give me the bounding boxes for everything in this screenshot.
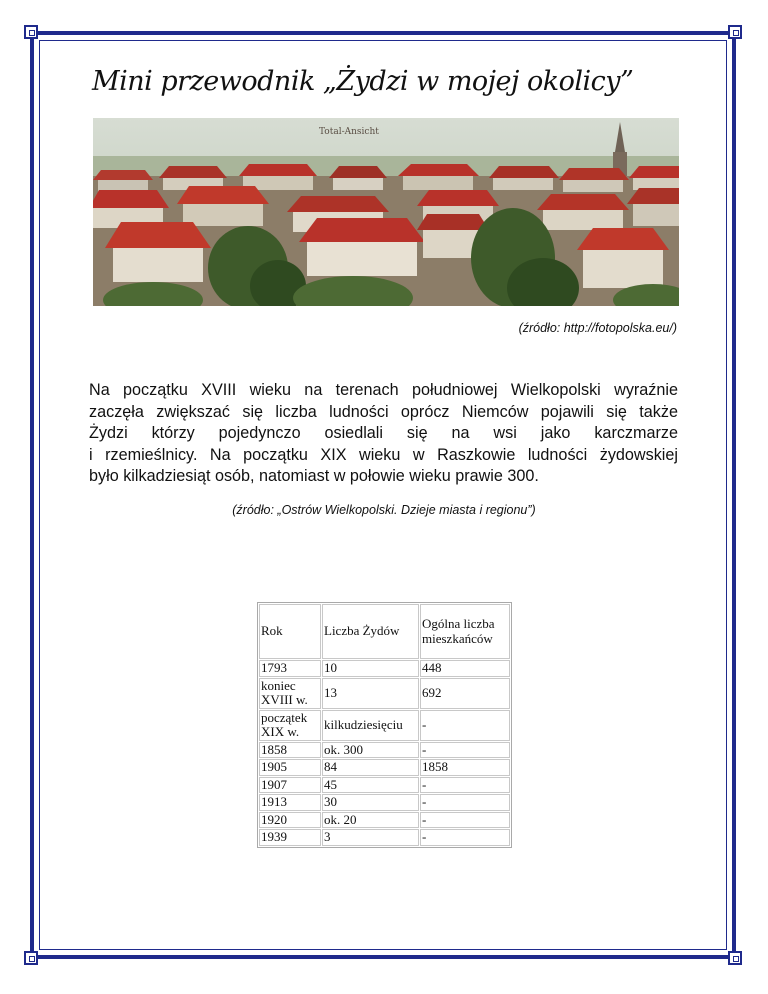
cell-year: początek XIX w. [259,710,321,741]
cell-population: - [420,742,510,759]
cell-population: - [420,829,510,846]
table-row [259,660,510,677]
paragraph-line: i rzemieślnicy. Na początku XIX wieku w Raszkowie ludności żydowskiej [89,445,678,464]
cell-year: 1793 [259,660,321,677]
text-source-credit: (źródło: „Ostrów Wielkopolski. Dzieje miasta i regionu”) [232,503,536,517]
intro-paragraph [89,380,678,488]
cell-year: 1920 [259,812,321,829]
table-header-row [259,604,510,659]
table-row [259,678,510,709]
page-title: Mini przewodnik „Żydzi w mojej okolicy” [92,66,634,97]
cell-jews: 45 [322,777,419,794]
cell-year: koniec XVIII w. [259,678,321,709]
photo-source-credit: (źródło: http://fotopolska.eu/) [518,321,677,335]
cell-population: 1858 [420,759,510,776]
cell-population: 448 [420,660,510,677]
paragraph-line: Żydzi którzy pojedynczo osiedlali się na wsi jako karczmarze [89,424,678,443]
cell-jews: ok. 20 [322,812,419,829]
paragraph-line: Na początku XVIII wieku na terenach południowej Wielkopolski wyraźnie [89,381,678,399]
cell-population: - [420,710,510,741]
column-header-jews: Liczba Żydów [322,604,419,659]
table-row [259,710,510,741]
town-panorama-photo [93,118,679,306]
cell-jews: 84 [322,759,419,776]
border-corner-top-left [24,25,38,39]
border-corner-bottom-right [728,951,742,965]
cell-jews: 10 [322,660,419,677]
cell-population: - [420,777,510,794]
cell-year: 1913 [259,794,321,811]
cell-jews: 30 [322,794,419,811]
cell-year: 1907 [259,777,321,794]
table-row [259,812,510,829]
cell-year: 1858 [259,742,321,759]
column-header-population: Ogólna liczba mieszkańców [420,604,510,659]
column-header-year: Rok [259,604,321,659]
cell-jews: kilkudziesięciu [322,710,419,741]
cell-jews: 3 [322,829,419,846]
cell-population: 692 [420,678,510,709]
paragraph-line: zaczęła zwiększać się liczba ludności oprócz Niemców pojawili się także [89,402,678,421]
table-row [259,829,510,846]
table-row [259,794,510,811]
cell-jews: 13 [322,678,419,709]
table-row [259,742,510,759]
cell-year: 1939 [259,829,321,846]
photo-label: Total-Ansicht [319,127,379,137]
paragraph-line: było kilkadziesiąt osób, natomiast w połowie wieku prawie 300. [89,467,539,486]
cell-year: 1905 [259,759,321,776]
table-row [259,759,510,776]
cell-jews: ok. 300 [322,742,419,759]
border-corner-bottom-left [24,951,38,965]
cell-population: - [420,812,510,829]
cell-population: - [420,794,510,811]
population-table [257,602,512,848]
border-corner-top-right [728,25,742,39]
table-row [259,777,510,794]
